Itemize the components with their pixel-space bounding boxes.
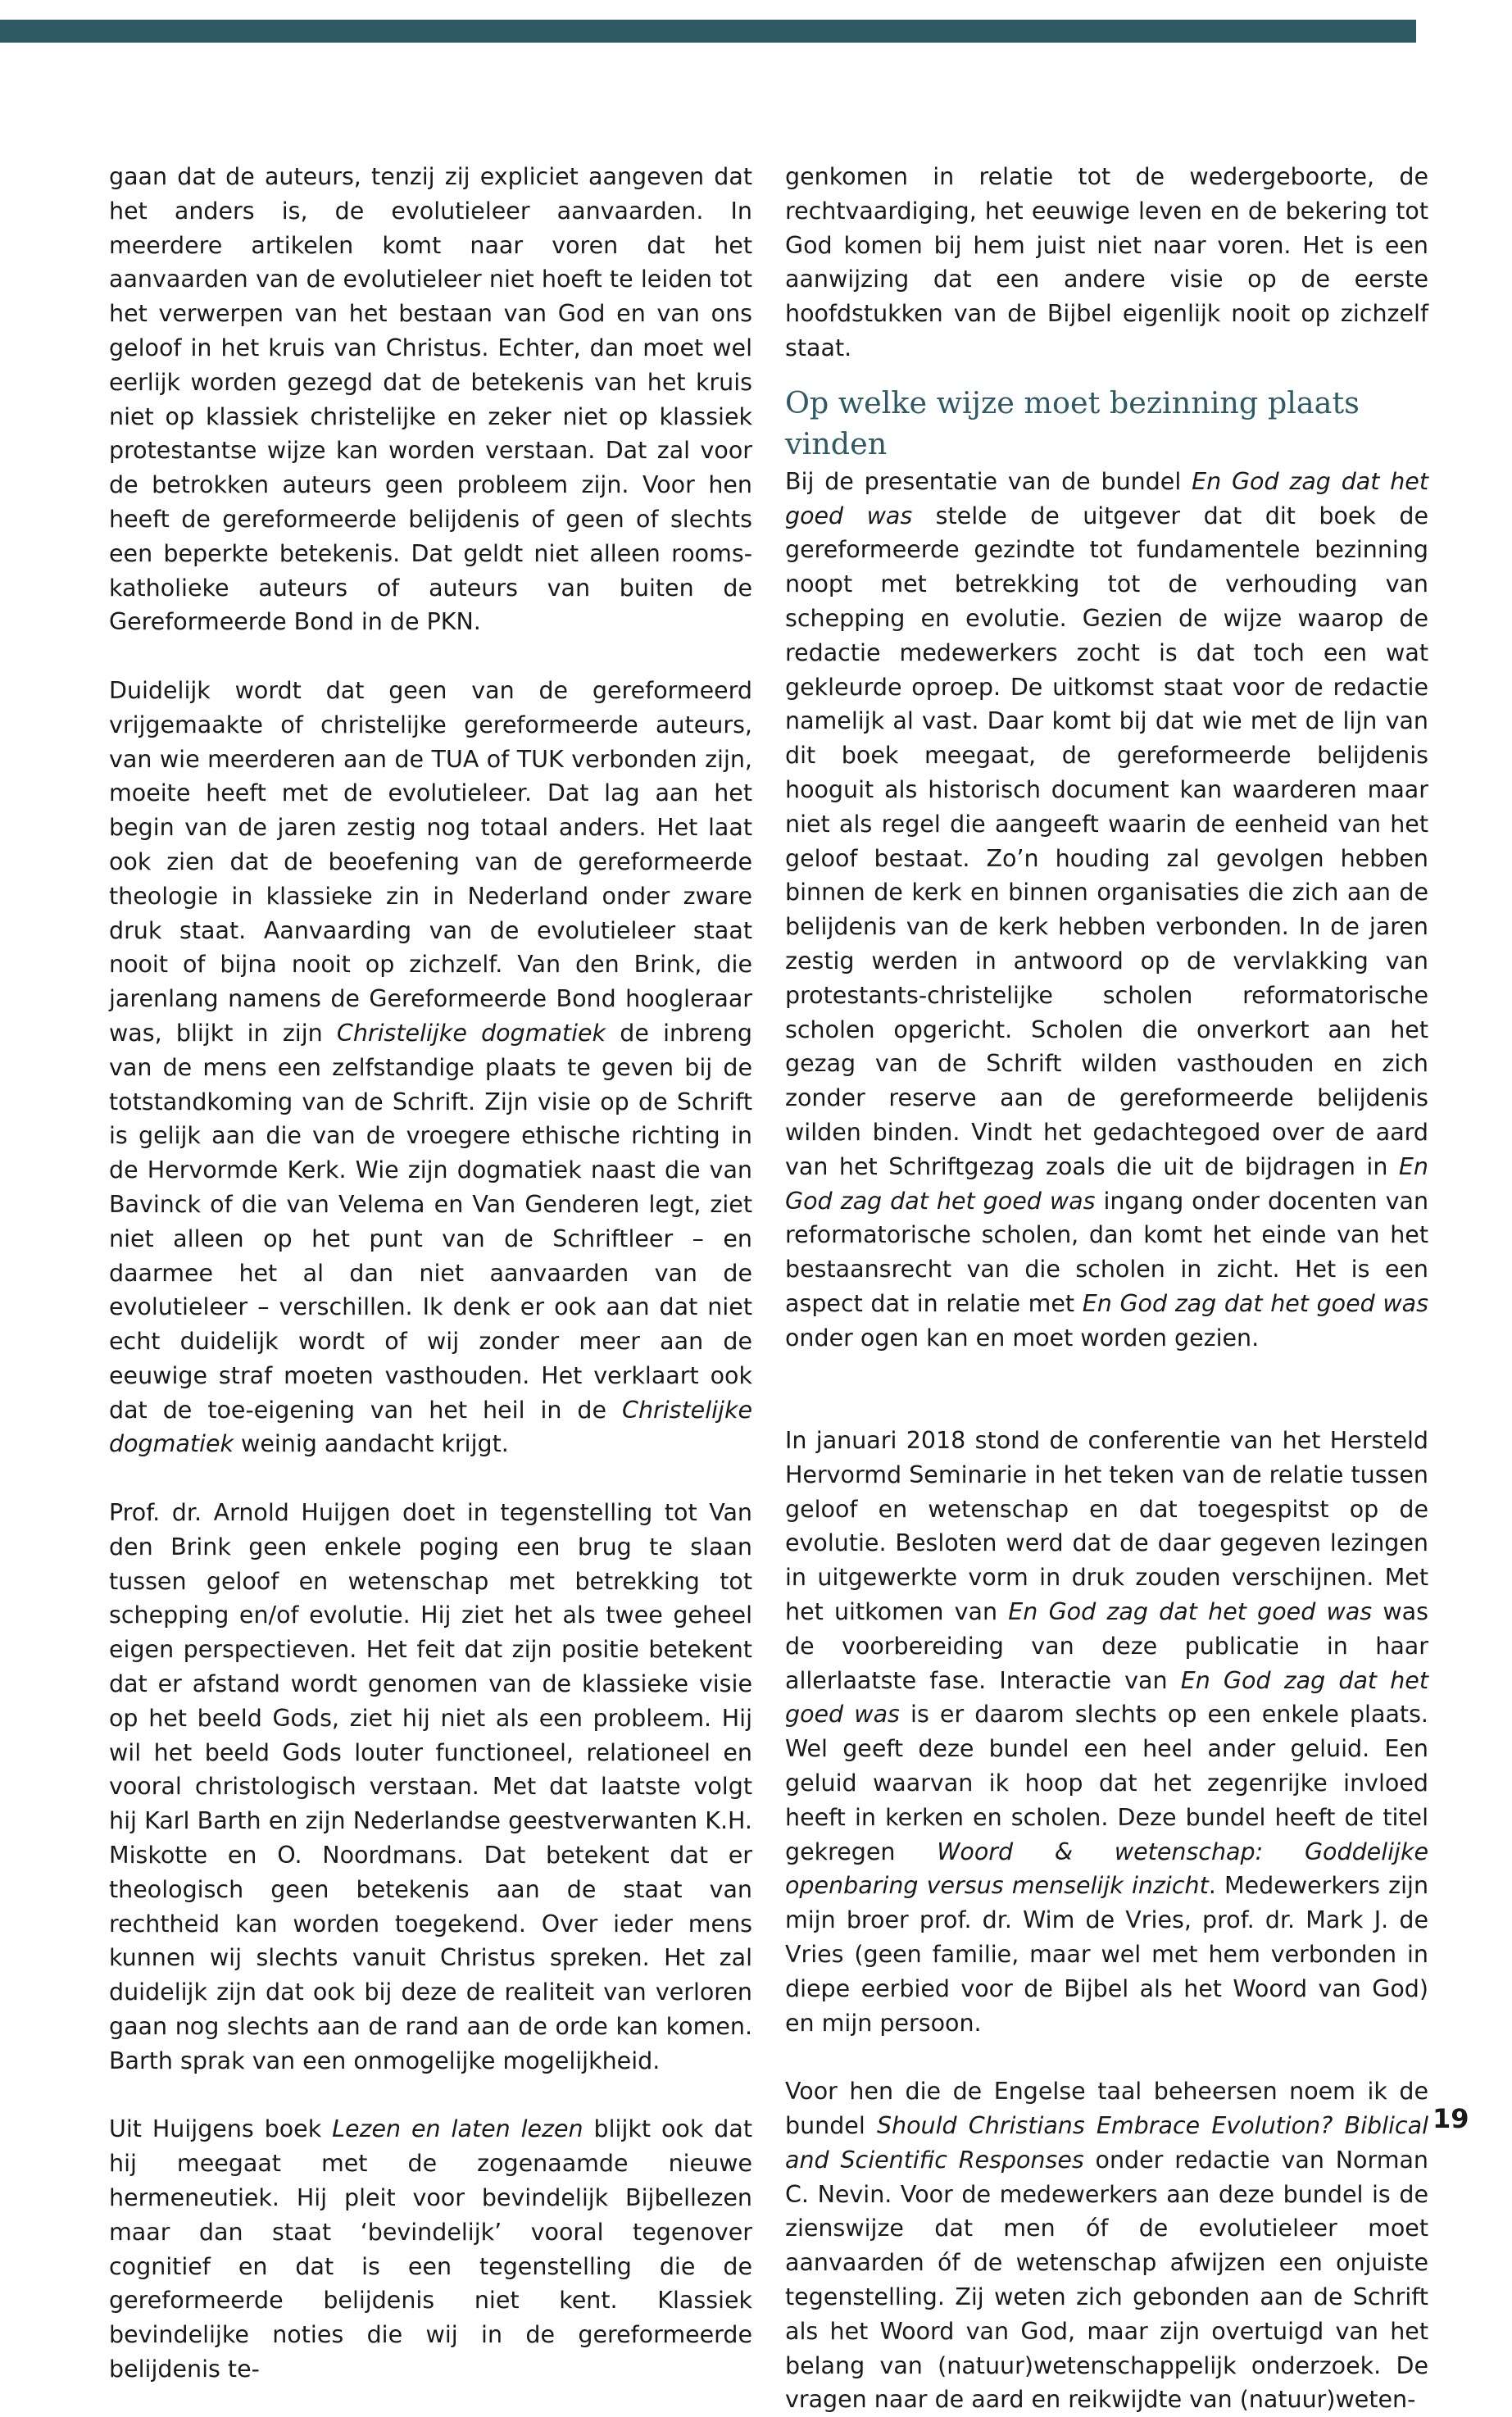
- left-paragraph-2: Duidelijk wordt dat geen van de gereformeerd vrijgemaakte of christelijke gereformeerde auteurs, van wie meerderen aan de TUA of TUK verbonden zijn, moeite heeft met de evolutieleer. Dat lag aan het begin van de jaren zestig nog totaal anders. Het laat ook zien dat de beoefening van de gereformeerde theologie in klassieke zin in Nederland onder zware druk staat. Aanvaarding van de evolutieleer staat nooit of bijna nooit op zichzelf. Van den Brink, die jarenlang namens de Gereformeerde Bond hoogleraar was, blijkt in zijn Christelijke dogmatiek de inbreng van de mens een zelfstandige plaats te geven bij de totstandkoming van de Schrift. Zijn visie op de Schrift is gelijk aan die van de vroegere ethische richting in de Hervormde Kerk. Wie zijn dogmatiek naast die van Bavinck of die van Velema en Van Genderen legt, ziet niet alleen op het punt van de Schriftleer – en daarmee het al dan niet aanvaarden van de evolutieleer – verschillen. Ik denk er ook aan dat niet echt duidelijk wordt of wij zonder meer aan de eeuwige straf moeten vasthouden. Het verklaart ook dat de toe-eigening van het heil in de Christelijke dogmatiek weinig aandacht krijgt.: [109, 676, 752, 1458]
- right-paragraph-1: genkomen in relatie tot de wedergeboorte, de rechtvaardiging, het eeuwige leven en de bekering tot God komen bij hem juist niet naar voren. Het is een aanwijzing dat een andere visie op de eerste hoofdstukken van de Bijbel eigenlijk nooit op zichzelf staat.: [785, 163, 1428, 361]
- book-title: En God zag dat het goed was: [785, 467, 1429, 529]
- right-paragraph-4: Voor hen die de Engelse taal beheersen noem ik de bundel Should Christians Embrace Evolution? Biblical and Scientific Responses onder redactie van Norman C. Nevin. Voor de medewerkers aan deze bundel is de zienswijze dat men óf de evolutieleer moet aanvaarden óf de wetenschap afwijzen een onjuiste tegenstelling. Zij weten zich gebonden aan de Schrift als het Woord van God, maar zijn overtuigd van het belang van (natuur)wetenschappelijk onderzoek. De vragen naar de aard en reikwijdte van (natuur)weten-: [785, 2078, 1428, 2414]
- book-title: Woord & wetenschap: Goddelijke openbaring versus menselijk inzicht: [785, 1838, 1428, 1900]
- right-column: [785, 160, 1428, 2417]
- book-title: En God zag dat het goed was: [1008, 1598, 1373, 1626]
- book-title: Christelijke dogmatiek: [109, 1396, 752, 1458]
- book-title: En God zag dat het goed was: [785, 1666, 1429, 1729]
- book-title: Christelijke dogmatiek: [336, 1019, 606, 1047]
- left-paragraph-3: Prof. dr. Arnold Huijgen doet in tegenstelling tot Van den Brink geen enkele poging een brug te slaan tussen geloof en wetenschap met betrekking tot schepping en/of evolutie. Hij ziet het als twee geheel eigen perspectieven. Het feit dat zijn positie betekent dat er afstand wordt genomen van de klassieke visie op het beeld Gods, ziet hij niet als een probleem. Hij wil het beeld Gods louter functioneel, relationeel en vooral christologisch verstaan. Met dat laatste volgt hij Karl Barth en zijn Nederlandse geestverwanten K.H. Miskotte en O. Noordmans. Dat betekent dat er theologisch geen betekenis aan de staat van rechtheid kan worden toegekend. Over ieder mens kunnen wij slechts vanuit Christus spreken. Het zal duidelijk zijn dat ook bij deze de realiteit van verloren gaan nog slechts aan de rand aan de orde kan komen. Barth sprak van een onmogelijke mogelijkheid.: [109, 1499, 752, 2074]
- top-accent-bar: [0, 20, 1416, 43]
- left-paragraph-1: gaan dat de auteurs, tenzij zij expliciet aangeven dat het anders is, de evolutieleer aanvaarden. In meerdere artikelen komt naar voren dat het aanvaarden van de evolutieleer niet hoeft te leiden tot het verwerpen van het bestaan van God en van ons geloof in het kruis van Christus. Echter, dan moet wel eerlijk worden gezegd dat de betekenis van het kruis niet op klassiek christelijke en zeker niet op klassiek protestantse wijze kan worden verstaan. Dat zal voor de betrokken auteurs geen probleem zijn. Voor hen heeft de gereformeerde belijdenis of geen of slechts een beperkte betekenis. Dat geldt niet alleen rooms-katholieke auteurs of auteurs van buiten de Gereformeerde Bond in de PKN.: [109, 163, 752, 636]
- left-paragraph-4: Uit Huijgens boek Lezen en laten lezen blijkt ook dat hij meegaat met de zogenaamde nieuwe hermeneutiek. Hij pleit voor bevindelijk Bijbellezen maar dan staat ‘bevindelijk’ vooral tegenover cognitief en dat is een tegenstelling die de gereformeerde belijdenis niet kent. Klassiek bevindelijke noties die wij in de gereformeerde belijdenis te-: [109, 2115, 752, 2383]
- right-paragraph-2: Bij de presentatie van de bundel En God zag dat het goed was stelde de uitgever dat dit boek de gereformeerde gezindte tot fundamentele bezinning noopt met betrekking tot de verhouding van schepping en evolutie. Gezien de wijze waarop de redactie medewerkers zocht is dat toch een wat gekleurde oproep. De uitkomst staat voor de redactie namelijk al vast. Daar komt bij dat wie met de lijn van dit boek meegaat, de gereformeerde belijdenis hooguit als historisch document kan waarderen maar niet als regel die aangeeft waarin de eenheid van het geloof bestaat. Zo’n houding zal gevolgen hebben binnen de kerk en binnen organisaties die zich aan de belijdenis van de kerk hebben verbonden. In de jaren zestig werden in antwoord op de vervlakking van protestants-christelijke scholen reformatorische scholen opgericht. Scholen die onverkort aan het gezag van de Schrift wilden vasthouden en zich zonder reserve aan de gereformeerde belijdenis wilden binden. Vindt het gedachtegoed over de aard van het Schriftgezag zoals die uit de bijdragen in En God zag dat het goed was ingang onder docenten van reformatorische scholen, dan komt het einde van het bestaansrecht van die scholen in zicht. Het is een aspect dat in relatie met En God zag dat het goed was onder ogen kan en moet worden gezien.: [785, 467, 1429, 1352]
- book-title: Should Christians Embrace Evolution? Biblical and Scientific Responses: [785, 2112, 1428, 2174]
- right-paragraph-3: In januari 2018 stond de conferentie van het Hersteld Hervormd Seminarie in het teken van de relatie tussen geloof en wetenschap en dat toegespitst op de evolutie. Besloten werd dat de daar gegeven lezingen in uitgewerkte vorm in druk zouden verschijnen. Met het uitkomen van En God zag dat het goed was was de voorbereiding van deze publicatie in haar allerlaatste fase. Interactie van En God zag dat het goed was is er daarom slechts op een enkele plaats. Wel geeft deze bundel een heel ander geluid. Een geluid waarvan ik hoop dat het zegenrijke invloed heeft in kerken en scholen. Deze bundel heeft de titel gekregen Woord & wetenschap: Goddelijke openbaring versus menselijk inzicht. Medewerkers zijn mijn broer prof. dr. Wim de Vries, prof. dr. Mark J. de Vries (geen familie, maar wel met hem verbonden in diepe eerbied voor de Bijbel als het Woord van God) en mijn persoon.: [785, 1427, 1429, 2037]
- book-title: Lezen en laten lezen: [332, 2115, 583, 2143]
- section-heading: Op welke wijze moet bezinning plaats vinden: [785, 384, 1360, 461]
- page-number: 19: [1433, 2103, 1469, 2134]
- book-title: En God zag dat het goed was: [785, 1152, 1428, 1215]
- book-title: En God zag dat het goed was: [1082, 1289, 1428, 1317]
- left-column: [109, 160, 752, 2387]
